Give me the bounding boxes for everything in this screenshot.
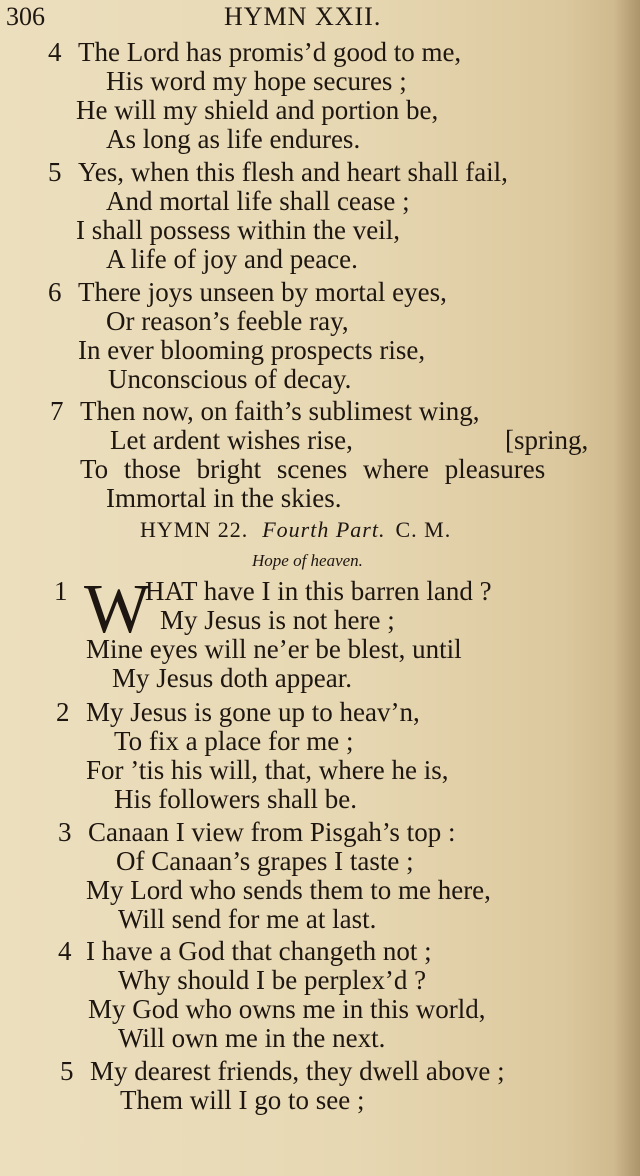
stanza-number: 2 xyxy=(56,697,70,727)
verse-line: HAT have I in this barren land ? xyxy=(145,576,492,606)
running-head: HYMN XXII. xyxy=(224,2,382,31)
stanza-number: 5 xyxy=(60,1056,74,1086)
page-header xyxy=(0,2,640,38)
stanza-number: 4 xyxy=(48,37,62,67)
carry-over-word: [spring, xyxy=(505,425,589,455)
hymn-heading xyxy=(140,517,451,543)
stanza-number: 5 xyxy=(48,157,62,187)
verse-line: The Lord has promis’d good to me, xyxy=(78,37,462,67)
stanza-number: 7 xyxy=(50,396,64,426)
verse-line: My Lord who sends them to me here, xyxy=(86,875,491,905)
verse-line: His followers shall be. xyxy=(114,784,357,814)
verse-line: Then now, on faith’s sublimest wing, xyxy=(80,396,480,426)
verse-line: Immortal in the skies. xyxy=(106,483,342,513)
verse-line: Them will I go to see ; xyxy=(120,1085,365,1115)
verse-line: There joys unseen by mortal eyes, xyxy=(78,277,447,307)
verse-line: And mortal life shall cease ; xyxy=(106,186,410,216)
verse-line: Of Canaan’s grapes I taste ; xyxy=(116,846,414,876)
hymn-number: HYMN 22. xyxy=(140,517,249,542)
stanza-number: 6 xyxy=(48,277,62,307)
verse-line: Let ardent wishes rise, xyxy=(110,425,353,455)
verse-line: Mine eyes will ne’er be blest, until xyxy=(86,634,462,664)
verse-line: My dearest friends, they dwell above ; xyxy=(90,1056,505,1086)
verse-line: To fix a place for me ; xyxy=(114,726,354,756)
verse-line: For ’tis his will, that, where he is, xyxy=(86,755,449,785)
verse-line: Why should I be perplex’d ? xyxy=(118,965,427,995)
drop-cap: W xyxy=(84,571,151,648)
verse-line: Or reason’s feeble ray, xyxy=(106,306,349,336)
page-number: 306 xyxy=(6,2,45,31)
verse-line: My Jesus doth appear. xyxy=(112,663,352,693)
verse-line: A life of joy and peace. xyxy=(106,244,358,274)
stanza-number: 1 xyxy=(54,576,68,606)
verse-line: Unconscious of decay. xyxy=(108,364,352,394)
verse-line: I shall possess within the veil, xyxy=(76,215,400,245)
verse-line: Yes, when this flesh and heart shall fail, xyxy=(78,157,508,187)
verse-line: Will own me in the next. xyxy=(118,1023,386,1053)
stanza-number: 3 xyxy=(58,817,72,847)
verse-line: My Jesus is not here ; xyxy=(160,605,395,635)
hymn-part: Fourth Part. xyxy=(262,517,386,542)
verse-line: Canaan I view from Pisgah’s top : xyxy=(88,817,456,847)
verse-line: I have a God that changeth not ; xyxy=(86,936,432,966)
verse-line: His word my hope secures ; xyxy=(106,66,407,96)
verse-line: My God who owns me in this world, xyxy=(88,994,486,1024)
verse-line: As long as life endures. xyxy=(106,124,361,154)
verse-line: To those bright scenes where pleasures xyxy=(80,454,546,484)
verse-line: He will my shield and portion be, xyxy=(76,95,439,125)
verse-line: My Jesus is gone up to heav’n, xyxy=(86,697,420,727)
hymn-meter: C. M. xyxy=(395,517,452,542)
verse-line: Will send for me at last. xyxy=(118,904,377,934)
hymn-subtitle: Hope of heaven. xyxy=(252,551,363,570)
stanza-number: 4 xyxy=(58,936,72,966)
verse-line: In ever blooming prospects rise, xyxy=(78,335,426,365)
